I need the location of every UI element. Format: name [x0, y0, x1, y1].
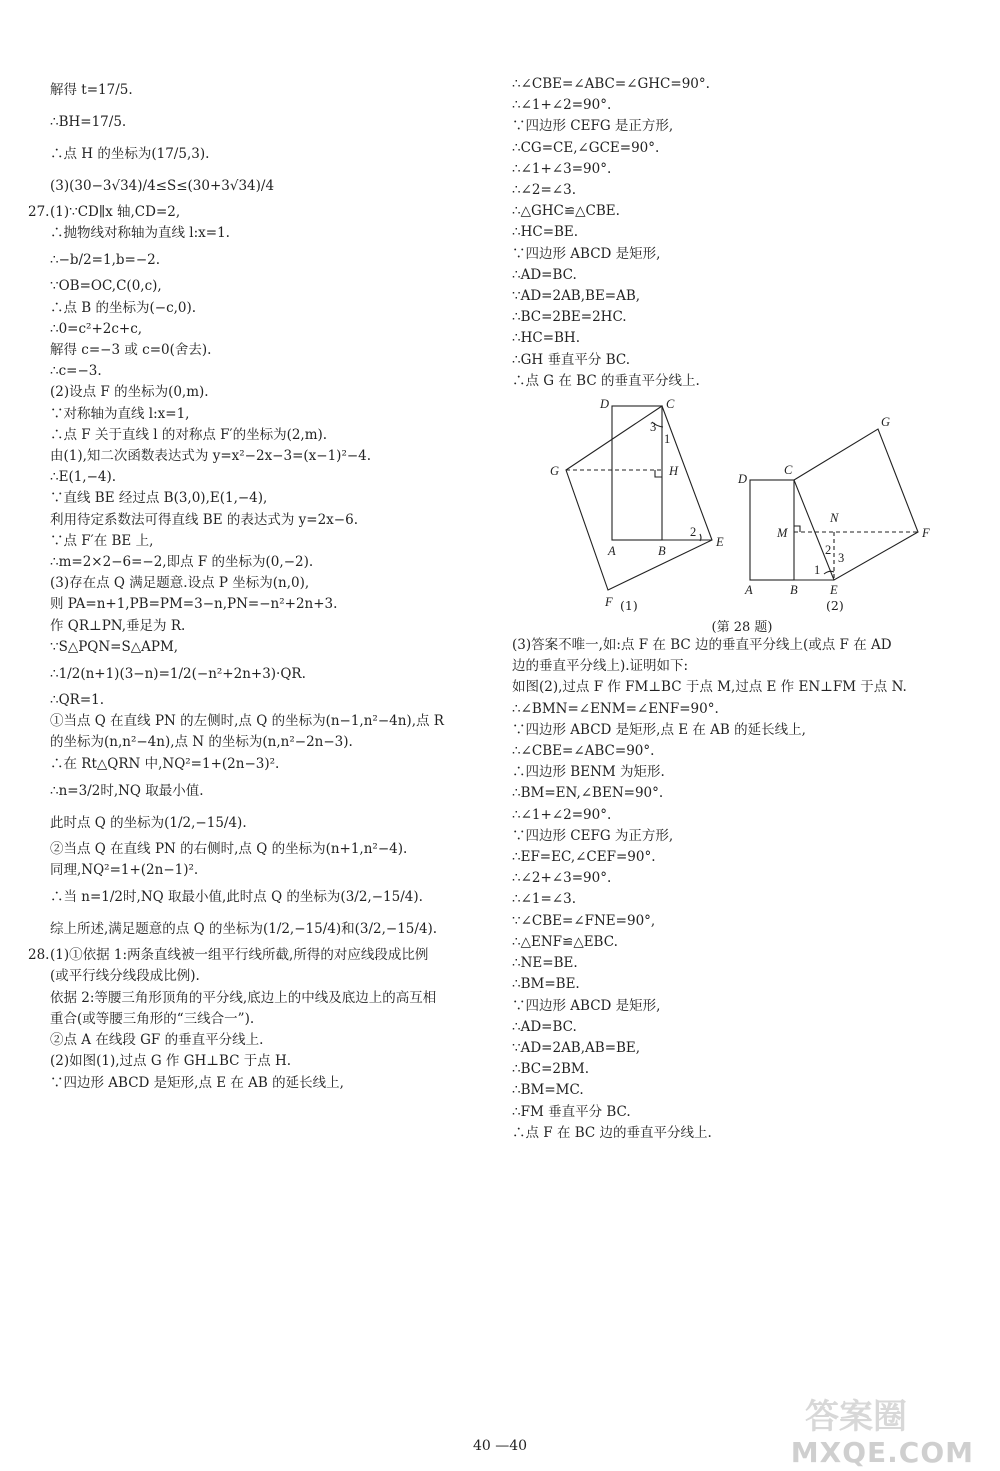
square-cefg-1 — [566, 406, 712, 590]
right-column — [512, 74, 972, 1144]
line-text: ∴当 n=1/2时,NQ 取最小值,此时点 Q 的坐标为(3/2,−15/4). — [50, 889, 423, 906]
label-a-1: A — [608, 544, 616, 559]
label-h-1: H — [669, 464, 679, 479]
line-text: ∴抛物线对称轴为直线 l:x=1. — [50, 225, 230, 242]
text-line: ∴四边形 BENM 为矩形. — [512, 764, 665, 781]
text-line: ∴BM=EN,∠BEN=90°. — [512, 785, 664, 802]
text-line — [28, 839, 493, 860]
text-line — [28, 531, 493, 552]
text-line: ∵四边形 ABCD 是矩形, — [512, 245, 661, 262]
line-text: ∵直线 BE 经过点 B(3,0),E(1,−4), — [50, 490, 268, 507]
text-line: (3)答案不唯一,如:点 F 在 BC 边的垂直平分线上(或点 F 在 AD — [512, 637, 892, 654]
line-text: 由(1),知二次函数表达式为 y=x²−2x−3=(x−1)²−4. — [50, 448, 372, 465]
page-number: 40 —40 — [472, 1438, 528, 1454]
line-text: ∴在 Rt△QRN 中,NQ²=1+(2n−3)². — [50, 755, 280, 772]
line-text: 重合(或等腰三角形的“三线合一”). — [50, 1010, 255, 1027]
line-text: 作 QR⊥PN,垂足为 R. — [50, 617, 186, 634]
figure-caption: (第 28 题) — [711, 620, 773, 636]
text-line — [28, 202, 493, 223]
line-text: ②点 A 在线段 GF 的垂直平分线上. — [50, 1032, 264, 1049]
label-e-2: E — [830, 583, 838, 598]
text-line: ∴FM 垂直平分 BC. — [512, 1103, 631, 1120]
label-d-2: D — [738, 472, 748, 487]
line-text: 解得 c=−3 或 c=0(舍去). — [50, 342, 212, 359]
line-text: 解得 t=17/5. — [50, 82, 133, 98]
text-line — [28, 467, 493, 488]
figure-28-diagram — [512, 394, 972, 610]
line-text: ∴−b/2=1,b=−2. — [50, 252, 161, 269]
angle-label-1-1: 1 — [664, 432, 671, 447]
text-line — [28, 658, 493, 690]
label-d-1: D — [600, 397, 610, 412]
line-text: ∴0=c²+2c+c, — [50, 320, 143, 337]
text-line: ∴BC=2BE=2HC. — [512, 309, 627, 326]
figure-28 — [512, 394, 972, 610]
line-text: 依据 2:等腰三角形顶角的平分线,底边上的中线及底边上的高互相 — [50, 989, 437, 1006]
text-line — [28, 510, 493, 531]
problem-number: 28. — [28, 947, 50, 964]
text-line: ∵四边形 CEFG 是正方形, — [512, 118, 674, 135]
text-line — [28, 404, 493, 425]
text-line — [28, 276, 493, 297]
text-line — [28, 945, 493, 966]
label-f-1: F — [605, 595, 613, 610]
text-line: ∴∠1=∠3. — [512, 891, 576, 908]
text-line: ∵四边形 ABCD 是矩形,点 E 在 AB 的延长线上, — [512, 721, 806, 738]
line-text: 综上所述,满足题意的点 Q 的坐标为(1/2,−15/4)和(3/2,−15/4). — [50, 921, 438, 938]
text-line — [28, 106, 493, 138]
subcaption-2: (2) — [826, 598, 844, 614]
line-text: ∵S△PQN=S△APM, — [50, 638, 179, 655]
right-top-text — [512, 74, 972, 392]
text-line: ∴∠1+∠3=90°. — [512, 160, 612, 177]
angle-label-2-2: 2 — [825, 543, 832, 558]
text-line — [28, 807, 493, 839]
label-e-1: E — [716, 535, 724, 550]
line-text: ∴点 B 的坐标为(−c,0). — [50, 299, 197, 316]
text-line: ∵AD=2AB,AB=BE, — [512, 1039, 641, 1056]
text-line — [28, 594, 493, 615]
text-line: ∴HC=BE. — [512, 224, 579, 241]
line-text: (1)①依据 1:两条直线被一组平行线所截,所得的对应线段成比例 — [50, 947, 429, 964]
text-line — [28, 637, 493, 658]
left-column — [28, 74, 493, 1094]
text-line — [28, 298, 493, 319]
text-line — [28, 361, 493, 382]
label-n-2: N — [830, 511, 839, 526]
line-text: 利用待定系数法可得直线 BE 的表达式为 y=2x−6. — [50, 511, 358, 528]
text-line: ∴AD=BC. — [512, 266, 577, 283]
line-text: ∴m=2×2−6=−2,即点 F 的坐标为(0,−2). — [50, 554, 314, 571]
text-line — [28, 1051, 493, 1072]
label-b-2: B — [790, 583, 798, 598]
problem-number: 27. — [28, 204, 50, 220]
text-line — [28, 552, 493, 573]
text-line: ∴BM=BE. — [512, 976, 580, 993]
figure-subcaptions — [512, 598, 972, 616]
text-line — [28, 775, 493, 807]
text-line: ∴BM=MC. — [512, 1082, 584, 1099]
angle-label-1-2: 1 — [814, 563, 821, 578]
text-line — [28, 881, 493, 913]
angle-arc-2 — [700, 534, 701, 541]
line-text: ∴BH=17/5. — [50, 114, 127, 130]
text-line: ∴∠2+∠3=90°. — [512, 870, 612, 887]
text-line: ∴BC=2BM. — [512, 1061, 590, 1078]
subcaption-1: (1) — [620, 598, 638, 614]
line-text: (1)∵CD∥x 轴,CD=2, — [50, 204, 181, 220]
text-line: ∴AD=BC. — [512, 1018, 577, 1035]
text-line — [28, 138, 493, 170]
text-line — [28, 1073, 493, 1094]
label-g-2: G — [881, 415, 891, 430]
text-line: ∴EF=EC,∠CEF=90°. — [512, 849, 656, 866]
angle-label-2-1: 2 — [690, 525, 697, 540]
label-c-2: C — [784, 463, 793, 478]
right-angle-mark-h — [655, 470, 662, 477]
line-text: ∴1/2(n+1)(3−n)=1/2(−n²+2n+3)·QR. — [50, 666, 306, 683]
line-text: 则 PA=n+1,PB=PM=3−n,PN=−n²+2n+3. — [50, 596, 338, 613]
watermark-text: MXQE.COM — [790, 1436, 974, 1469]
angle-label-3-1: 3 — [650, 420, 657, 435]
text-line — [28, 860, 493, 881]
label-g-1: G — [550, 464, 560, 479]
text-line — [28, 1030, 493, 1051]
line-text: ∵OB=OC,C(0,c), — [50, 278, 162, 295]
text-line — [28, 966, 493, 987]
line-text: 同理,NQ²=1+(2n−1)². — [50, 862, 199, 879]
line-text: ∴QR=1. — [50, 692, 105, 709]
text-line — [28, 754, 493, 775]
text-line — [28, 425, 493, 446]
text-line — [28, 1009, 493, 1030]
angle-label-3-2: 3 — [838, 551, 845, 566]
line-text: ∴点 F 关于直线 l 的对称点 F′的坐标为(2,m). — [50, 426, 328, 443]
text-line — [28, 988, 493, 1009]
text-line: ∴CG=CE,∠GCE=90°. — [512, 139, 660, 156]
line-text: (3)存在点 Q 满足题意.设点 P 坐标为(n,0), — [50, 575, 310, 592]
line-text: 的坐标为(n,n²−4n),点 N 的坐标为(n,n²−2n−3). — [50, 734, 353, 751]
text-line: 如图(2),过点 F 作 FM⊥BC 于点 M,过点 E 作 EN⊥FM 于点 N. — [512, 679, 907, 696]
text-line: ∴∠1+∠2=90°. — [512, 806, 612, 823]
text-line: ∴∠1+∠2=90°. — [512, 97, 612, 114]
right-angle-mark-m — [794, 526, 800, 532]
line-text: ∴c=−3. — [50, 363, 102, 380]
line-text: (3)(30−3√34)/4≤S≤(30+3√34)/4 — [50, 178, 275, 194]
text-line — [28, 244, 493, 276]
text-line: ∵∠CBE=∠FNE=90°, — [512, 912, 656, 929]
text-line — [28, 223, 493, 244]
line-text: (2)如图(1),过点 G 作 GH⊥BC 于点 H. — [50, 1053, 292, 1070]
text-line — [28, 446, 493, 467]
text-line — [28, 170, 493, 202]
text-line: ∵AD=2AB,BE=AB, — [512, 288, 641, 305]
line-text: ∴n=3/2时,NQ 取最小值. — [50, 782, 204, 799]
line-text: ①当点 Q 在直线 PN 的左侧时,点 Q 的坐标为(n−1,n²−4n),点 R — [50, 713, 444, 730]
text-line: ∴HC=BH. — [512, 330, 580, 347]
line-text: 此时点 Q 的坐标为(1/2,−15/4). — [50, 814, 247, 831]
text-line: ∴GH 垂直平分 BC. — [512, 351, 631, 368]
label-b-1: B — [658, 544, 666, 559]
svg-text:答案圈: 答案圈 — [805, 1397, 907, 1437]
text-line — [28, 340, 493, 361]
text-line — [28, 573, 493, 594]
text-line — [28, 711, 493, 732]
text-line — [28, 616, 493, 637]
text-line: ∴NE=BE. — [512, 955, 578, 972]
label-m-2: M — [777, 526, 788, 541]
angle-arc-3 — [824, 571, 834, 574]
text-line — [28, 732, 493, 753]
line-text: ②当点 Q 在直线 PN 的右侧时,点 Q 的坐标为(n+1,n²−4). — [50, 840, 408, 857]
text-line: ∴△GHC≌△CBE. — [512, 203, 620, 220]
label-f-2: F — [922, 526, 930, 541]
text-line: ∴△ENF≌△EBC. — [512, 933, 618, 950]
text-line — [28, 913, 493, 945]
text-line: ∵四边形 ABCD 是矩形, — [512, 997, 661, 1014]
line-text: (2)设点 F 的坐标为(0,m). — [50, 384, 209, 401]
text-line: 边的垂直平分线上).证明如下: — [512, 658, 689, 675]
right-bottom-text — [512, 635, 972, 1144]
line-text: ∴点 H 的坐标为(17/5,3). — [50, 146, 210, 162]
text-line: ∴∠2=∠3. — [512, 182, 576, 199]
text-line: ∴∠CBE=∠ABC=90°. — [512, 743, 655, 760]
line-text: ∵四边形 ABCD 是矩形,点 E 在 AB 的延长线上, — [50, 1074, 344, 1091]
text-line: ∴∠BMN=∠ENM=∠ENF=90°. — [512, 700, 719, 717]
text-line: ∴∠CBE=∠ABC=∠GHC=90°. — [512, 76, 710, 92]
line-text: (或平行线分线段成比例). — [50, 968, 200, 985]
label-c-1: C — [666, 397, 675, 412]
text-line — [28, 382, 493, 403]
square-cefg-2 — [794, 429, 918, 580]
line-text: ∴E(1,−4). — [50, 469, 117, 486]
line-text: ∵点 F′在 BE 上, — [50, 532, 154, 549]
text-line — [28, 690, 493, 711]
line-text: ∵对称轴为直线 l:x=1, — [50, 405, 190, 422]
text-line — [28, 319, 493, 340]
text-line: ∴点 G 在 BC 的垂直平分线上. — [512, 372, 700, 389]
text-line — [28, 488, 493, 509]
text-line — [28, 74, 493, 106]
text-line: ∵四边形 CEFG 为正方形, — [512, 827, 674, 844]
label-a-2: A — [745, 583, 753, 598]
text-line: ∴点 F 在 BC 边的垂直平分线上. — [512, 1124, 712, 1141]
